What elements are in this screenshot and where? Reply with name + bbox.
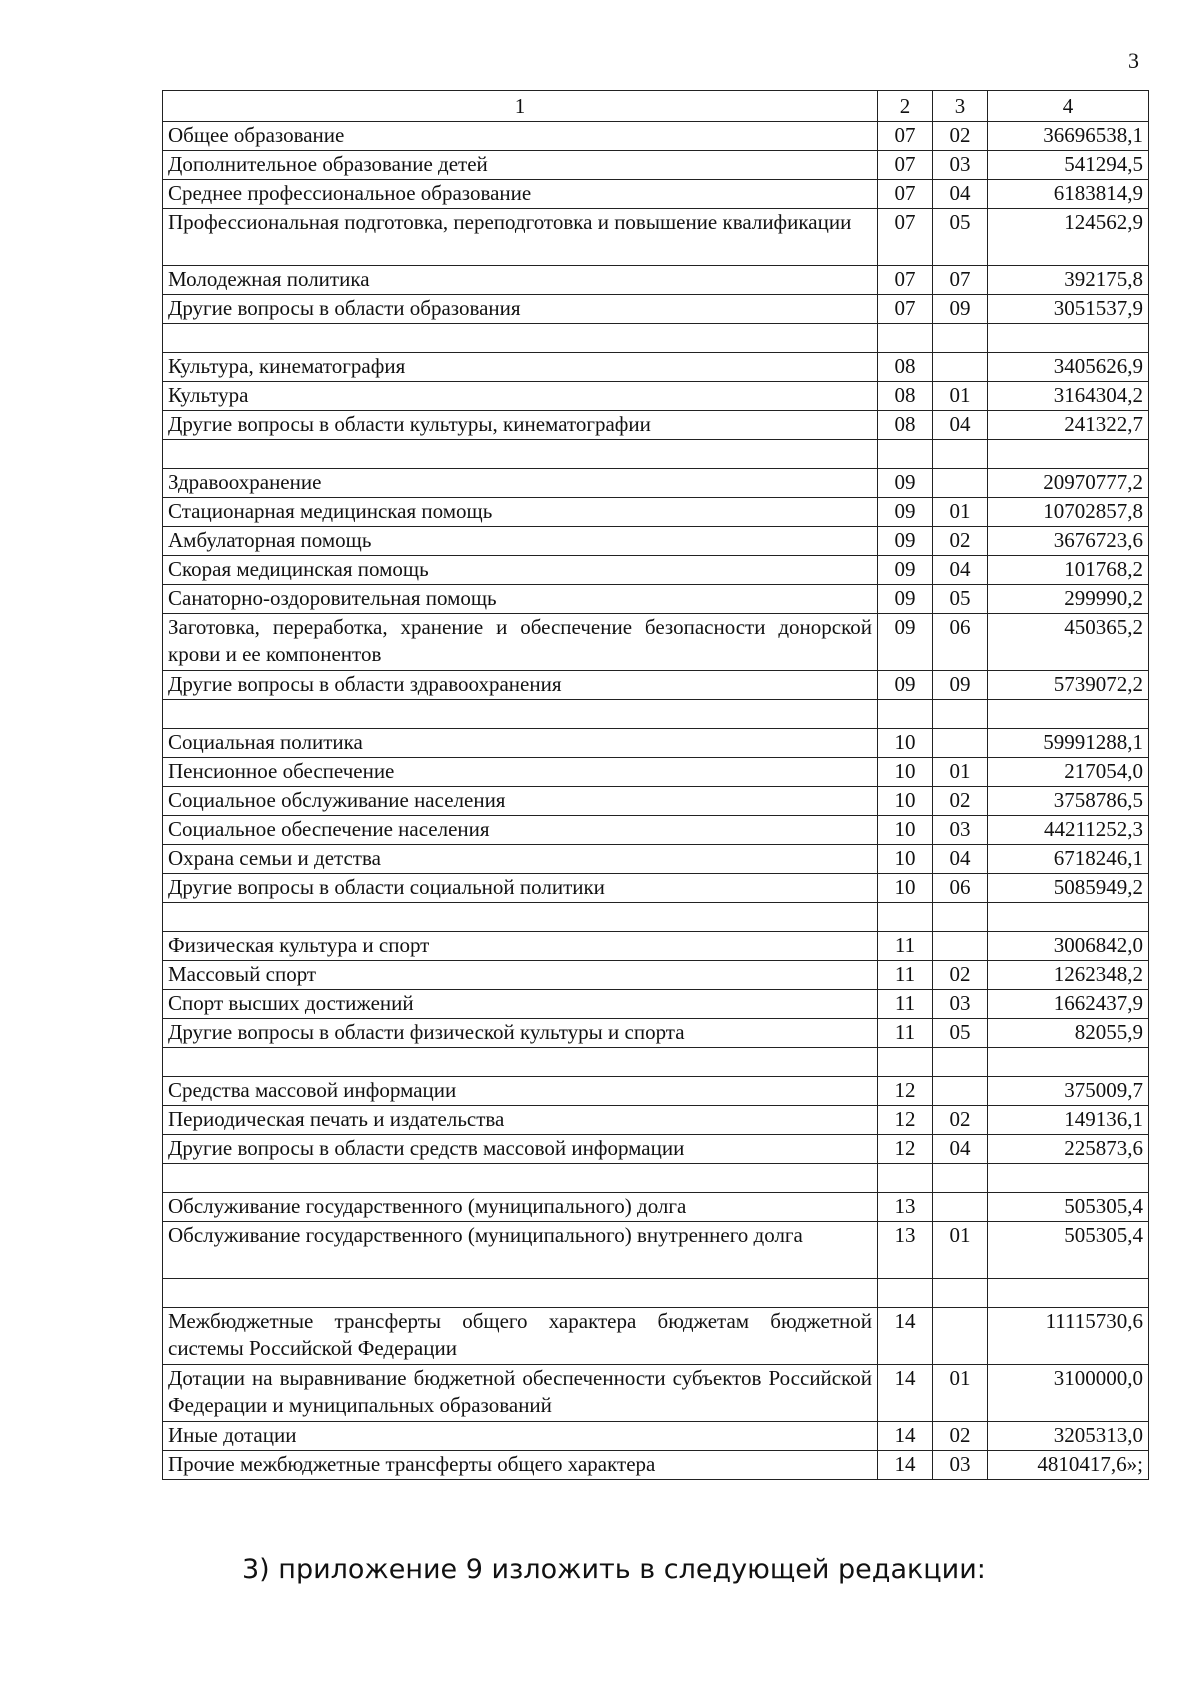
row-section-cell: 07	[878, 209, 933, 266]
row-section-cell: 12	[878, 1106, 933, 1135]
row-amount-cell: 3100000,0	[988, 1365, 1149, 1422]
footer-note: 3) приложение 9 изложить в следующей редакции:	[242, 1554, 986, 1585]
row-name-cell: Другие вопросы в области физической культуры и спорта	[163, 1019, 878, 1048]
row-name-cell: Социальное обеспечение населения	[163, 816, 878, 845]
table-row	[163, 845, 1149, 874]
spacer-cell	[163, 440, 878, 469]
row-section-cell: 09	[878, 556, 933, 585]
header-cell-subsection: 3	[933, 91, 988, 122]
row-amount-cell: 5085949,2	[988, 874, 1149, 903]
row-name-cell: Общее образование	[163, 122, 878, 151]
table-row	[163, 990, 1149, 1019]
row-subsection-cell: 06	[933, 874, 988, 903]
table-row	[163, 411, 1149, 440]
table-row	[163, 122, 1149, 151]
row-name-cell: Массовый спорт	[163, 961, 878, 990]
row-section-cell: 14	[878, 1451, 933, 1480]
spacer-cell	[163, 903, 878, 932]
table-row	[163, 758, 1149, 787]
row-name-cell: Прочие межбюджетные трансферты общего характера	[163, 1451, 878, 1480]
spacer-cell	[878, 903, 933, 932]
row-subsection-cell: 02	[933, 1422, 988, 1451]
spacer-cell	[878, 1164, 933, 1193]
row-amount-cell: 225873,6	[988, 1135, 1149, 1164]
row-name-cell: Здравоохранение	[163, 469, 878, 498]
row-amount-cell: 44211252,3	[988, 816, 1149, 845]
table-row	[163, 1308, 1149, 1365]
row-name-cell: Пенсионное обеспечение	[163, 758, 878, 787]
row-amount-cell: 241322,7	[988, 411, 1149, 440]
spacer-cell	[988, 440, 1149, 469]
spacer-cell	[933, 1279, 988, 1308]
spacer-cell	[878, 1279, 933, 1308]
row-subsection-cell: 04	[933, 411, 988, 440]
row-subsection-cell: 04	[933, 1135, 988, 1164]
table-row	[163, 180, 1149, 209]
row-subsection-cell: 03	[933, 151, 988, 180]
row-name-cell: Скорая медицинская помощь	[163, 556, 878, 585]
table-row	[163, 527, 1149, 556]
row-section-cell: 12	[878, 1135, 933, 1164]
header-cell-section: 2	[878, 91, 933, 122]
budget-table-body	[163, 91, 1149, 1480]
row-subsection-cell: 01	[933, 758, 988, 787]
row-name-cell: Стационарная медицинская помощь	[163, 498, 878, 527]
row-subsection-cell	[933, 932, 988, 961]
row-subsection-cell: 03	[933, 816, 988, 845]
row-amount-cell: 450365,2	[988, 614, 1149, 671]
row-section-cell: 09	[878, 527, 933, 556]
row-subsection-cell: 04	[933, 556, 988, 585]
row-subsection-cell: 09	[933, 295, 988, 324]
row-subsection-cell	[933, 353, 988, 382]
table-row	[163, 382, 1149, 411]
row-subsection-cell: 05	[933, 585, 988, 614]
row-section-cell: 08	[878, 411, 933, 440]
row-subsection-cell	[933, 1193, 988, 1222]
row-amount-cell: 149136,1	[988, 1106, 1149, 1135]
table-row	[163, 353, 1149, 382]
row-amount-cell: 505305,4	[988, 1222, 1149, 1279]
row-section-cell: 11	[878, 1019, 933, 1048]
table-row	[163, 1077, 1149, 1106]
row-name-cell: Культура, кинематография	[163, 353, 878, 382]
page-number: 3	[1128, 48, 1139, 73]
row-name-cell: Другие вопросы в области образования	[163, 295, 878, 324]
table-row	[163, 585, 1149, 614]
spacer-cell	[933, 440, 988, 469]
row-amount-cell: 3758786,5	[988, 787, 1149, 816]
row-name-cell: Иные дотации	[163, 1422, 878, 1451]
row-name-cell: Обслуживание государственного (муниципального) долга	[163, 1193, 878, 1222]
row-section-cell: 07	[878, 122, 933, 151]
row-section-cell: 08	[878, 353, 933, 382]
row-amount-cell: 124562,9	[988, 209, 1149, 266]
row-name-cell: Профессиональная подготовка, переподготовка и повышение квалификации	[163, 209, 878, 266]
spacer-cell	[878, 700, 933, 729]
row-subsection-cell: 04	[933, 180, 988, 209]
spacer-row	[163, 440, 1149, 469]
row-subsection-cell	[933, 729, 988, 758]
spacer-cell	[988, 700, 1149, 729]
spacer-row	[163, 1164, 1149, 1193]
spacer-row	[163, 903, 1149, 932]
row-amount-cell: 541294,5	[988, 151, 1149, 180]
row-amount-cell: 20970777,2	[988, 469, 1149, 498]
row-section-cell: 11	[878, 932, 933, 961]
row-amount-cell: 217054,0	[988, 758, 1149, 787]
table-row	[163, 1193, 1149, 1222]
row-subsection-cell: 07	[933, 266, 988, 295]
row-subsection-cell: 01	[933, 382, 988, 411]
row-subsection-cell	[933, 469, 988, 498]
spacer-cell	[988, 1048, 1149, 1077]
row-name-cell: Другие вопросы в области средств массовой информации	[163, 1135, 878, 1164]
row-section-cell: 11	[878, 990, 933, 1019]
row-amount-cell: 101768,2	[988, 556, 1149, 585]
row-section-cell: 07	[878, 180, 933, 209]
header-cell-amount: 4	[988, 91, 1149, 122]
spacer-row	[163, 324, 1149, 353]
row-section-cell: 10	[878, 787, 933, 816]
spacer-cell	[988, 1164, 1149, 1193]
spacer-row	[163, 1048, 1149, 1077]
spacer-cell	[878, 1048, 933, 1077]
spacer-cell	[933, 1048, 988, 1077]
table-row	[163, 1422, 1149, 1451]
row-subsection-cell: 02	[933, 527, 988, 556]
row-amount-cell: 11115730,6	[988, 1308, 1149, 1365]
table-row	[163, 498, 1149, 527]
row-section-cell: 09	[878, 614, 933, 671]
spacer-cell	[878, 324, 933, 353]
row-amount-cell: 59991288,1	[988, 729, 1149, 758]
row-name-cell: Социальная политика	[163, 729, 878, 758]
row-section-cell: 09	[878, 469, 933, 498]
table-row	[163, 816, 1149, 845]
row-subsection-cell: 05	[933, 209, 988, 266]
spacer-row	[163, 1279, 1149, 1308]
table-row	[163, 932, 1149, 961]
row-subsection-cell: 03	[933, 990, 988, 1019]
table-row	[163, 1222, 1149, 1279]
row-amount-cell: 392175,8	[988, 266, 1149, 295]
table-row	[163, 209, 1149, 266]
table-row	[163, 556, 1149, 585]
row-amount-cell: 3006842,0	[988, 932, 1149, 961]
row-subsection-cell: 01	[933, 498, 988, 527]
row-subsection-cell: 02	[933, 1106, 988, 1135]
row-section-cell: 14	[878, 1422, 933, 1451]
row-name-cell: Санаторно-оздоровительная помощь	[163, 585, 878, 614]
spacer-cell	[163, 1048, 878, 1077]
spacer-cell	[933, 1164, 988, 1193]
spacer-cell	[988, 1279, 1149, 1308]
spacer-cell	[988, 324, 1149, 353]
row-section-cell: 07	[878, 295, 933, 324]
row-section-cell: 10	[878, 845, 933, 874]
row-amount-cell: 4810417,6»;	[988, 1451, 1149, 1480]
row-section-cell: 13	[878, 1193, 933, 1222]
row-amount-cell: 1262348,2	[988, 961, 1149, 990]
table-row	[163, 729, 1149, 758]
row-amount-cell: 3051537,9	[988, 295, 1149, 324]
spacer-cell	[163, 324, 878, 353]
row-subsection-cell: 06	[933, 614, 988, 671]
row-subsection-cell	[933, 1308, 988, 1365]
row-section-cell: 10	[878, 816, 933, 845]
row-subsection-cell: 02	[933, 122, 988, 151]
table-row	[163, 295, 1149, 324]
table-row	[163, 151, 1149, 180]
table-row	[163, 469, 1149, 498]
row-subsection-cell: 02	[933, 961, 988, 990]
spacer-cell	[933, 324, 988, 353]
row-name-cell: Спорт высших достижений	[163, 990, 878, 1019]
row-name-cell: Молодежная политика	[163, 266, 878, 295]
row-name-cell: Охрана семьи и детства	[163, 845, 878, 874]
table-row	[163, 787, 1149, 816]
budget-table	[162, 90, 1149, 1480]
row-section-cell: 10	[878, 729, 933, 758]
row-name-cell: Амбулаторная помощь	[163, 527, 878, 556]
row-section-cell: 07	[878, 266, 933, 295]
table-row	[163, 961, 1149, 990]
row-name-cell: Периодическая печать и издательства	[163, 1106, 878, 1135]
row-amount-cell: 6183814,9	[988, 180, 1149, 209]
table-row	[163, 1451, 1149, 1480]
row-section-cell: 10	[878, 874, 933, 903]
row-amount-cell: 505305,4	[988, 1193, 1149, 1222]
row-section-cell: 12	[878, 1077, 933, 1106]
row-name-cell: Обслуживание государственного (муниципального) внутреннего долга	[163, 1222, 878, 1279]
row-amount-cell: 82055,9	[988, 1019, 1149, 1048]
row-name-cell: Другие вопросы в области здравоохранения	[163, 671, 878, 700]
row-section-cell: 09	[878, 498, 933, 527]
row-subsection-cell: 04	[933, 845, 988, 874]
table-row	[163, 266, 1149, 295]
table-row	[163, 1106, 1149, 1135]
row-amount-cell: 10702857,8	[988, 498, 1149, 527]
row-amount-cell: 5739072,2	[988, 671, 1149, 700]
row-name-cell: Другие вопросы в области социальной политики	[163, 874, 878, 903]
row-section-cell: 08	[878, 382, 933, 411]
row-amount-cell: 3405626,9	[988, 353, 1149, 382]
row-amount-cell: 299990,2	[988, 585, 1149, 614]
table-header-row	[163, 91, 1149, 122]
table-row	[163, 671, 1149, 700]
spacer-cell	[933, 700, 988, 729]
row-name-cell: Другие вопросы в области культуры, кинематографии	[163, 411, 878, 440]
row-amount-cell: 36696538,1	[988, 122, 1149, 151]
row-name-cell: Средства массовой информации	[163, 1077, 878, 1106]
row-amount-cell: 1662437,9	[988, 990, 1149, 1019]
table-row	[163, 1135, 1149, 1164]
row-name-cell: Дополнительное образование детей	[163, 151, 878, 180]
row-subsection-cell: 02	[933, 787, 988, 816]
row-name-cell: Социальное обслуживание населения	[163, 787, 878, 816]
table-row	[163, 1019, 1149, 1048]
spacer-cell	[878, 440, 933, 469]
spacer-row	[163, 700, 1149, 729]
spacer-cell	[933, 903, 988, 932]
header-cell-name: 1	[163, 91, 878, 122]
row-name-cell: Дотации на выравнивание бюджетной обеспеченности субъектов Российской Федерации и муниципальных образований	[163, 1365, 878, 1422]
table-row	[163, 874, 1149, 903]
row-amount-cell: 375009,7	[988, 1077, 1149, 1106]
row-amount-cell: 3164304,2	[988, 382, 1149, 411]
table-row	[163, 1365, 1149, 1422]
row-amount-cell: 3676723,6	[988, 527, 1149, 556]
spacer-cell	[163, 1164, 878, 1193]
row-subsection-cell	[933, 1077, 988, 1106]
row-subsection-cell: 01	[933, 1365, 988, 1422]
spacer-cell	[988, 903, 1149, 932]
row-subsection-cell: 01	[933, 1222, 988, 1279]
row-name-cell: Культура	[163, 382, 878, 411]
row-section-cell: 13	[878, 1222, 933, 1279]
row-name-cell: Среднее профессиональное образование	[163, 180, 878, 209]
row-section-cell: 10	[878, 758, 933, 787]
table-row	[163, 614, 1149, 671]
row-amount-cell: 3205313,0	[988, 1422, 1149, 1451]
row-section-cell: 11	[878, 961, 933, 990]
row-name-cell: Межбюджетные трансферты общего характера бюджетам бюджетной системы Российской Федерации	[163, 1308, 878, 1365]
row-section-cell: 09	[878, 671, 933, 700]
row-section-cell: 14	[878, 1308, 933, 1365]
spacer-cell	[163, 1279, 878, 1308]
spacer-cell	[163, 700, 878, 729]
row-subsection-cell: 03	[933, 1451, 988, 1480]
row-name-cell: Заготовка, переработка, хранение и обеспечение безопасности донорской крови и ее компонентов	[163, 614, 878, 671]
row-section-cell: 09	[878, 585, 933, 614]
row-amount-cell: 6718246,1	[988, 845, 1149, 874]
row-subsection-cell: 05	[933, 1019, 988, 1048]
row-name-cell: Физическая культура и спорт	[163, 932, 878, 961]
row-subsection-cell: 09	[933, 671, 988, 700]
row-section-cell: 07	[878, 151, 933, 180]
row-section-cell: 14	[878, 1365, 933, 1422]
